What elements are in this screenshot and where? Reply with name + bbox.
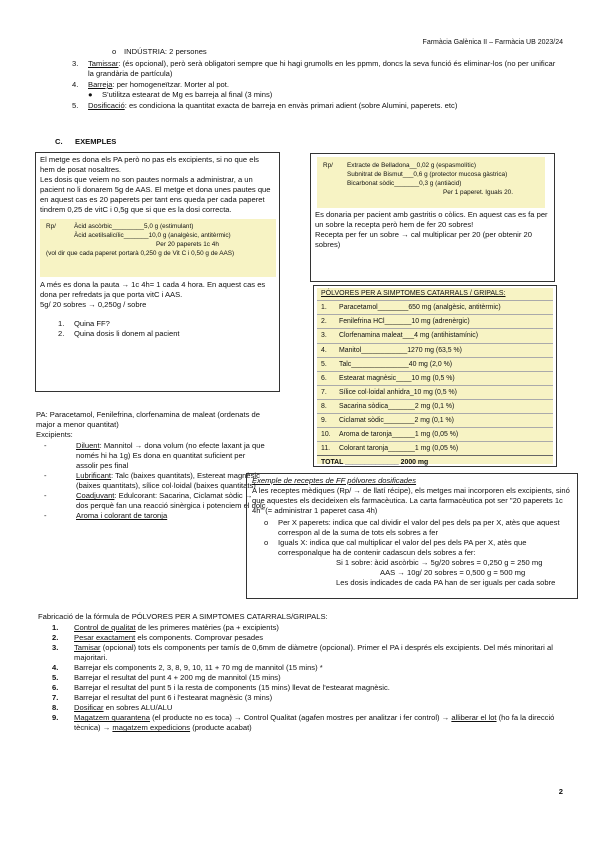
circle-bullet-icon: o	[112, 47, 117, 56]
box1-questions: 1. Quina FF? 2. Quina dosis li donem al pacient	[58, 319, 180, 339]
pa-intro: PA: Paracetamol, Fenilefrina, clorfenamina de maleat (ordenats de major a menor quantitat)	[36, 410, 260, 430]
fab-step-2: 2. Pesar exactament els components. Comprovar pesades	[52, 633, 264, 643]
top-bullet: ● S'utilitza estearat de Mg es barreja al final (3 mins)	[88, 90, 273, 100]
fabrication-title: Fabricació de la fórmula de PÓLVORES PER A SIMPTOMES CATARRALS/GRIPALS:	[38, 612, 328, 621]
fab-step-5: 5. Barrejar el resultat del punt 4 + 200 mg de mannitol (15 mins)	[52, 673, 281, 683]
box3-bullet-1: o Per X paperets: indica que cal dividir el valor del pes dels pa per X, atès que aquest correspon al de la suma de tots els sobres a fer	[264, 518, 560, 538]
powders-table	[313, 285, 557, 467]
fab-step-3: 3. Tamisar (opcional) tots els components per tamís de 0,6mm de diàmetre (opcional). Primer el PA i després els excipients. Del més minoritari al majoritari.	[52, 643, 553, 663]
box3-calc-2: AAS → 10g/ 20 sobres = 0,500 g = 500 mg	[380, 568, 526, 578]
box2-p2: Recepta per fer un sobre → cal multiplicar per 20 (per obtenir 20 sobres)	[315, 230, 532, 250]
box1-p1: El metge es dona els PA però no pas els excipients, si no que els hem de posat nosaltres.	[40, 155, 259, 175]
table-row: 3. Clorfenamina maleat___4 mg (antihistamínic)	[317, 329, 553, 343]
top-step-4: 4. Barreja: per homogeneïtzar. Morter al pot.	[72, 80, 229, 90]
table-row: 2. Fenilefrina HCl_______10 mg (adrenèrgic)	[317, 315, 553, 329]
box1-p2: Les dosis que veiem no son pautes normals a administrar, a un pacient no li donarem 5g de AAS. El metge et dona unes pautes que en aquest cas es 20 paperets per tant ens queda per cada paperet tindrem 0,25 de vitC i 0,5g que si que es la dosi correcta.	[40, 175, 271, 215]
table-row: 5. Talc_______________40 mg (2,0 %)	[317, 357, 553, 371]
section-c-heading: C. EXEMPLES	[55, 137, 117, 146]
box3-calc-1: Si 1 sobre: àcid ascòrbic → 5g/20 sobres = 0,250 g = 250 mg	[336, 558, 543, 568]
table-row: 8. Sacarina sòdica_______2 mg (0,1 %)	[317, 400, 553, 414]
powders-title: PÓLVORES PER A SIMPTOMES CATARRALS / GRIPALS:	[321, 290, 506, 297]
table-row: 4. Manitol____________1270 mg (63,5 %)	[317, 343, 553, 357]
fabrication-section	[38, 612, 568, 733]
pa-item-lubrificant: - Lubrificant: Talc (baixes quantitats), Estereat magnèsic (baixes quantitats), sílice col·loidal (baixes quantitats)	[44, 471, 260, 491]
box3-p1: A les receptes mèdiques (Rp/ → de llatí récipe), els metges mai incorporen els excipients, sinó que aquestes els decideixen els farmacèutica. La carta farmacèutica pot ser "20 paperets 1c 4h" (= administrar 1 paperet casa 4h)	[252, 486, 570, 516]
box1-p3: A més es dona la pauta → 1c 4h= 1 cada 4 hora. En aquest cas es dona per refredats ja que porta vitC i AAS.	[40, 280, 266, 300]
table-row: 10. Aroma de taronja______1 mg (0,05 %)	[317, 428, 553, 442]
fab-step-1: 1. Control de qualitat de les primeres matèries (pa + excipients)	[52, 623, 279, 633]
fab-step-8: 8. Dosificar en sobres ALU/ALU	[52, 703, 173, 713]
table-total-row: TOTAL ______________ 2000 mg	[317, 456, 553, 470]
page-number: 2	[558, 787, 563, 796]
top-step-3: 3. Tamissar: (és opcional), però serà obligatori sempre que hi hagi grumolls en les ppmm, doncs la seva funció és eliminar-los (no per unificar la grandària de partícula)	[72, 59, 556, 79]
box2-p1: Es donaria per pacient amb gastritis o còlics. En aquest cas es fa per un sobre la recepta però hem de fer 20 sobres!	[315, 210, 548, 230]
fab-step-7: 7. Barrejar el resultat del punt 6 i l'estearat magnèsic (3 mins)	[52, 693, 273, 703]
table-row: 7. Sílice col·loidal anhidra_10 mg (0,5 %)	[317, 385, 553, 399]
table-row: 1. Paracetamol________650 mg (analgèsic, antitèrmic)	[317, 301, 553, 315]
header-title: Farmàcia Galènica II – Farmàcia UB 2023/24	[422, 39, 563, 46]
example-box-2	[310, 153, 555, 282]
powders-rows	[317, 300, 553, 469]
pa-item-diluent: - Diluent: Mannitol → dona volum (no efecte laxant ja que només hi ha 1g) Es dona en quantitat suficient per assolir pes final	[44, 441, 265, 471]
example-box-3	[246, 473, 578, 599]
fab-step-6: 6. Barrejar el resultat del punt 5 i la resta de components (15 mins) llevat de l'estearat magnèsic.	[52, 683, 390, 693]
pa-item-aroma: - Aroma i colorant de taronja	[44, 511, 168, 521]
pa-excipients: Excipients:	[36, 430, 73, 440]
box3-calc-3: Les dosis indicades de cada PA han de ser iguals per cada sobre	[336, 578, 556, 588]
top-step-5: 5. Dosificació: es condiciona la quantitat exacta de barreja en envàs primari adient (sobre Alumini, paperets. etc)	[72, 101, 458, 111]
box2-prescription: Rp/ Extracte de Belladona__0,02 g (espasmolític) Subnitrat de Bismut___0,6 g (protector mucosa gàstrica) Bicarbonat sòdic_______0,3 g (antiàcid) Per 1 paperet. Iguals 20.	[317, 157, 545, 208]
box3-bullet-2: o Iguals X: indica que cal multiplicar el valor del pes dels PA per X, atès que corresponalque ha de contenir cadascun dels sobres a fer:	[264, 538, 527, 558]
pa-item-coadjuvant: - Coadjuvant: Edulcorant: Sacarina, Ciclamat sòdic → dos perquè fan una reacció sinèrgica i potenciem el dolç	[44, 491, 266, 511]
box1-p4: 5g/ 20 sobres → 0,250g / sobre	[40, 300, 147, 310]
industria-text: INDÚSTRIA: 2 persones	[124, 47, 207, 56]
top-list	[72, 47, 562, 111]
box3-title: Exemple de receptes de FF pólvores dosificades	[252, 476, 417, 485]
table-row: 11. Colorant taronja_______1 mg (0,05 %)	[317, 442, 553, 456]
box1-prescription: Rp/ Àcid ascòrbic_________5,0 g (estimulant) Àcid acetilsalicílic_______10,0 g (analgèsic, antitèrmic) Per 20 paperets 1c 4h (vol dir que cada paperet portarà 0,250 g de Vit C i 0,50 g de AAS)	[40, 219, 276, 277]
table-row: 9. Ciclamat sòdic________2 mg (0,1 %)	[317, 414, 553, 428]
fab-step-4: 4. Barrejar els components 2, 3, 8, 9, 10, 11 + 70 mg de mannitol (15 mins) *	[52, 663, 323, 673]
example-box-1	[35, 152, 280, 392]
pa-block	[36, 410, 266, 521]
circle-bullet-icon: o	[264, 538, 269, 548]
table-row: 6. Estearat magnèsic____10 mg (0,5 %)	[317, 371, 553, 385]
circle-bullet-icon: o	[264, 518, 269, 528]
fab-step-9: 9. Magatzem quarantena (el producte no es toca) → Control Qualitat (agafen mostres per analitzar i fer control) → alliberar el lot (ho fa la direcció tècnica) → magatzem expedicions (producte acabat)	[52, 713, 555, 733]
bullet-icon: ●	[88, 90, 93, 100]
